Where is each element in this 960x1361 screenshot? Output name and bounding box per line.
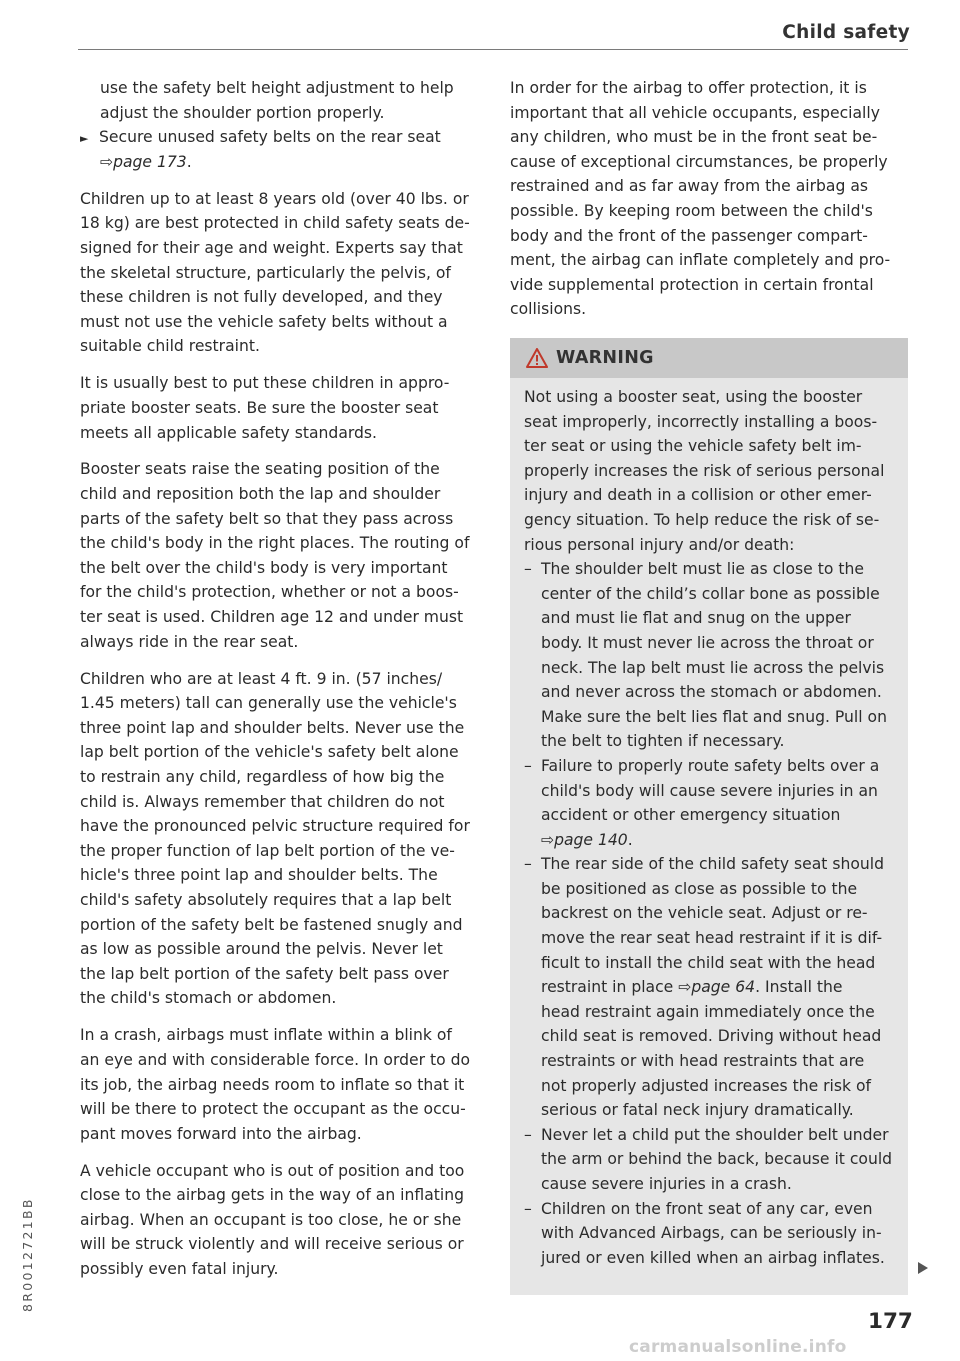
line-text: vide supplemental protection in certain frontal [510, 275, 874, 294]
line-text: . [627, 830, 633, 849]
line-text-after: . Install the [755, 978, 843, 997]
line-text: to restrain any child, regardless of how big the [80, 768, 445, 786]
text-line [524, 803, 908, 828]
text-line [524, 508, 908, 533]
text-line [80, 1232, 480, 1257]
line-text: restraint in place [541, 978, 679, 997]
warning-body [510, 378, 908, 1270]
bullet-line [524, 557, 908, 582]
line-text: parts of the safety belt so that they pass across [80, 509, 454, 528]
line-text: 1.45 meters) tall can generally use the vehicle's [80, 694, 457, 713]
line-text: the skeletal structure, particularly the pelvis, of [80, 263, 451, 282]
text-line [510, 174, 910, 199]
line-text: Booster seats raise the seating position of the [80, 460, 440, 479]
text-line [524, 385, 908, 410]
line-text: and never across the stomach or abdomen. [541, 683, 882, 702]
text-line [510, 199, 910, 224]
text-line [524, 975, 908, 1000]
text-line [80, 937, 480, 962]
line-text: center of the child’s collar bone as possible [541, 584, 880, 603]
text-line [80, 310, 480, 335]
text-line [524, 1246, 908, 1271]
text-line [80, 691, 480, 716]
line-text: child seat is removed. Driving without head [541, 1027, 882, 1046]
page-number: 177 [868, 1309, 913, 1334]
line-text: child's safety absolutely requires that a lap belt [80, 890, 452, 909]
text-line [80, 76, 480, 101]
line-text: . [186, 152, 192, 171]
bullet-line [80, 125, 480, 150]
bullet-line [524, 754, 908, 779]
text-line [80, 261, 480, 286]
bullet-marker: – [524, 1199, 532, 1218]
line-text: for the child's protection, whether or not a boos- [80, 583, 459, 602]
text-line [80, 101, 480, 126]
text-line [80, 765, 480, 790]
line-text: airbag. When an occupant is too close, he or she [80, 1210, 462, 1229]
text-line [524, 729, 908, 754]
text-line [524, 1098, 908, 1123]
text-line [524, 926, 908, 951]
text-line [80, 1122, 480, 1147]
line-text: the child's body in the right places. The routing of [80, 534, 470, 553]
line-text: its job, the airbag needs room to inflate so that it [80, 1075, 465, 1094]
line-text: have the pronounced pelvic structure required for [80, 817, 470, 836]
line-text: the lap belt portion of the safety belt pass over [80, 964, 449, 983]
text-line [524, 533, 908, 558]
line-text: an eye and with considerable force. In order to do [80, 1050, 471, 1069]
bullet-line [524, 852, 908, 877]
line-text: ment, the airbag can inflate completely and pro- [510, 251, 891, 270]
line-text: the belt over the child's body is very important [80, 558, 448, 577]
text-line [80, 814, 480, 839]
text-line [80, 839, 480, 864]
text-line [524, 1024, 908, 1049]
text-line [80, 962, 480, 987]
text-line [524, 434, 908, 459]
header-rule [78, 49, 908, 50]
bullet-marker: – [524, 855, 532, 874]
page-reference-link[interactable]: ⇨page 173 [100, 152, 187, 171]
line-text: must not use the vehicle safety belts without a [80, 312, 448, 331]
line-text: not properly adjusted increases the risk of [541, 1076, 872, 1095]
page-reference-link[interactable]: ⇨page 140 [541, 830, 628, 849]
text-line [524, 582, 908, 607]
text-line [80, 285, 480, 310]
line-text: move the rear seat head restraint if it is dif- [541, 929, 883, 948]
text-line [80, 211, 480, 236]
text-line [80, 580, 480, 605]
text-line [80, 1257, 480, 1282]
line-text: lap belt portion of the vehicle's safety belt alone [80, 743, 459, 762]
line-text: 18 kg) are best protected in child safety seats de- [80, 214, 470, 233]
line-text: Failure to properly route safety belts over a [541, 756, 880, 775]
line-text: In order for the airbag to offer protection, it is [510, 79, 867, 97]
text-line [80, 187, 480, 212]
text-line [524, 631, 908, 656]
text-line [524, 1172, 908, 1197]
right-column [510, 76, 910, 322]
line-text: hicle's three point lap and shoulder belts. The [80, 866, 438, 885]
text-line [510, 125, 910, 150]
text-line [524, 1000, 908, 1025]
text-line [80, 740, 480, 765]
line-text: meets all applicable safety standards. [80, 423, 377, 442]
text-line [524, 877, 908, 902]
line-text: jured or even killed when an airbag inflates. [541, 1248, 885, 1267]
paragraph-gap [80, 174, 480, 186]
warning-triangle-icon [526, 348, 548, 368]
line-text: the belt to tighten if necessary. [541, 732, 785, 751]
line-text: as low as possible around the pelvis. Never let [80, 940, 443, 959]
line-text: Children up to at least 8 years old (over 40 lbs. or [80, 189, 469, 208]
text-line [80, 1208, 480, 1233]
text-line [80, 457, 480, 482]
text-line [80, 863, 480, 888]
text-line [80, 630, 480, 655]
text-line [80, 1023, 480, 1048]
line-text: In a crash, airbags must inflate within a blink of [80, 1026, 452, 1045]
text-line [80, 334, 480, 359]
line-text: possibly even fatal injury. [80, 1260, 279, 1279]
text-line [80, 1159, 480, 1184]
line-text: use the safety belt height adjustment to help [100, 79, 454, 97]
line-text: possible. By keeping room between the child's [510, 201, 873, 220]
text-line [80, 482, 480, 507]
warning-header [510, 338, 908, 378]
document-code: 8R0012721BB [20, 1197, 35, 1312]
line-text: accident or other emergency situation [541, 806, 841, 825]
text-line [524, 1074, 908, 1099]
line-text: signed for their age and weight. Experts say that [80, 238, 463, 257]
line-text: The rear side of the child safety seat should [541, 855, 885, 874]
line-text: child is. Always remember that children do not [80, 792, 445, 811]
line-text: these children is not fully developed, and they [80, 288, 443, 307]
line-text: The shoulder belt must lie as close to the [541, 560, 864, 579]
line-text: head restraint again immediately once the [541, 1002, 875, 1021]
line-text: ficult to install the child seat with the head [541, 953, 876, 972]
line-text: will be struck violently and will receive serious or [80, 1235, 464, 1254]
text-line [510, 224, 910, 249]
text-line [80, 1183, 480, 1208]
text-line [524, 656, 908, 681]
paragraph-gap [80, 359, 480, 371]
paragraph-gap [80, 1011, 480, 1023]
paragraph-gap [80, 1146, 480, 1158]
line-text: It is usually best to put these children in appro- [80, 374, 450, 393]
bullet-marker: ► [80, 132, 89, 146]
text-line [510, 248, 910, 273]
text-line [80, 531, 480, 556]
text-line [510, 76, 910, 101]
text-line [510, 297, 910, 322]
text-line [80, 396, 480, 421]
text-line [524, 901, 908, 926]
text-line [80, 150, 480, 175]
line-text: Never let a child put the shoulder belt under [541, 1125, 889, 1144]
line-text: and must lie flat and snug on the upper [541, 609, 851, 628]
line-text: the proper function of lap belt portion of the ve- [80, 841, 455, 860]
line-text: restrained and as far away from the airbag as [510, 177, 869, 196]
text-line [80, 1097, 480, 1122]
line-text: Make sure the belt lies flat and snug. Pull on [541, 707, 887, 726]
text-line [80, 1048, 480, 1073]
bullet-marker: – [524, 1125, 532, 1144]
line-text: seat improperly, incorrectly installing a boos- [524, 412, 878, 431]
line-text: adjust the shoulder portion properly. [100, 103, 385, 122]
line-text: important that all vehicle occupants, especially [510, 103, 880, 122]
warning-box [510, 338, 908, 1295]
paragraph-gap [80, 445, 480, 457]
text-line [80, 1073, 480, 1098]
text-line [524, 1221, 908, 1246]
text-line [80, 421, 480, 446]
text-line [80, 888, 480, 913]
line-text: priate booster seats. Be sure the booster seat [80, 398, 439, 417]
line-text: the arm or behind the back, because it could [541, 1150, 893, 1169]
line-text: ter seat or using the vehicle safety belt im- [524, 437, 862, 456]
line-text: will be there to protect the occupant as the occu- [80, 1100, 466, 1119]
text-line [510, 150, 910, 175]
continue-arrow-icon [918, 1262, 928, 1274]
line-text: child and reposition both the lap and shoulder [80, 485, 441, 504]
line-text: Not using a booster seat, using the booster [524, 388, 863, 406]
text-line [524, 410, 908, 435]
watermark: carmanualsonline.info [629, 1337, 847, 1357]
line-text: body and the front of the passenger compart- [510, 226, 868, 245]
line-text: close to the airbag gets in the way of an inflating [80, 1186, 464, 1205]
line-text: ter seat is used. Children age 12 and under must [80, 608, 464, 627]
line-text: child's body will cause severe injuries in an [541, 781, 878, 800]
text-line [80, 236, 480, 261]
text-line [524, 483, 908, 508]
line-text: Secure unused safety belts on the rear seat [99, 128, 441, 147]
text-line [524, 1049, 908, 1074]
line-text: serious or fatal neck injury dramatically. [541, 1101, 854, 1120]
text-line [524, 705, 908, 730]
line-text: with Advanced Airbags, can be seriously in- [541, 1224, 882, 1243]
text-line [524, 459, 908, 484]
text-line [524, 680, 908, 705]
line-text: always ride in the rear seat. [80, 632, 299, 651]
text-line [524, 951, 908, 976]
line-text: backrest on the vehicle seat. Adjust or re- [541, 904, 868, 923]
line-text: pant moves forward into the airbag. [80, 1124, 362, 1143]
line-text: be positioned as close as possible to the [541, 879, 858, 898]
line-text: cause of exceptional circumstances, be properly [510, 152, 888, 171]
line-text: properly increases the risk of serious personal [524, 461, 885, 480]
line-text: suitable child restraint. [80, 337, 260, 356]
line-text: body. It must never lie across the throat or [541, 633, 874, 652]
text-line [80, 371, 480, 396]
text-line [80, 790, 480, 815]
line-text: cause severe injuries in a crash. [541, 1175, 792, 1193]
text-line [80, 605, 480, 630]
bullet-marker: – [524, 560, 532, 579]
line-text: Children on the front seat of any car, even [541, 1199, 873, 1218]
text-line [510, 273, 910, 298]
page-reference-link[interactable]: ⇨page 64 [678, 978, 756, 997]
text-line [524, 779, 908, 804]
text-line [80, 986, 480, 1011]
bullet-line [524, 1197, 908, 1222]
left-column [80, 76, 480, 1282]
bullet-marker: – [524, 756, 532, 775]
text-line [510, 101, 910, 126]
line-text: three point lap and shoulder belts. Never use the [80, 718, 465, 737]
text-line [524, 828, 908, 853]
text-line [80, 507, 480, 532]
text-line [80, 913, 480, 938]
paragraph-gap [80, 654, 480, 666]
line-text: gency situation. To help reduce the risk of se- [524, 510, 880, 529]
line-text: collisions. [510, 300, 587, 319]
text-line [80, 556, 480, 581]
line-text: portion of the safety belt be fastened snugly and [80, 915, 463, 934]
text-line [80, 716, 480, 741]
text-line [524, 1147, 908, 1172]
line-text: neck. The lap belt must lie across the pelvis [541, 658, 885, 677]
text-line [524, 606, 908, 631]
line-text: rious personal injury and/or death: [524, 535, 795, 554]
warning-title: WARNING [556, 348, 654, 368]
line-text: injury and death in a collision or other emer- [524, 486, 872, 505]
line-text: restraints or with head restraints that are [541, 1052, 865, 1071]
bullet-line [524, 1123, 908, 1148]
line-text: any children, who must be in the front seat be- [510, 128, 878, 147]
line-text: A vehicle occupant who is out of position and too [80, 1161, 465, 1180]
text-line [80, 667, 480, 692]
line-text: the child's stomach or abdomen. [80, 989, 337, 1008]
section-title: Child safety [782, 22, 910, 43]
line-text: Children who are at least 4 ft. 9 in. (57 inches/ [80, 669, 443, 688]
